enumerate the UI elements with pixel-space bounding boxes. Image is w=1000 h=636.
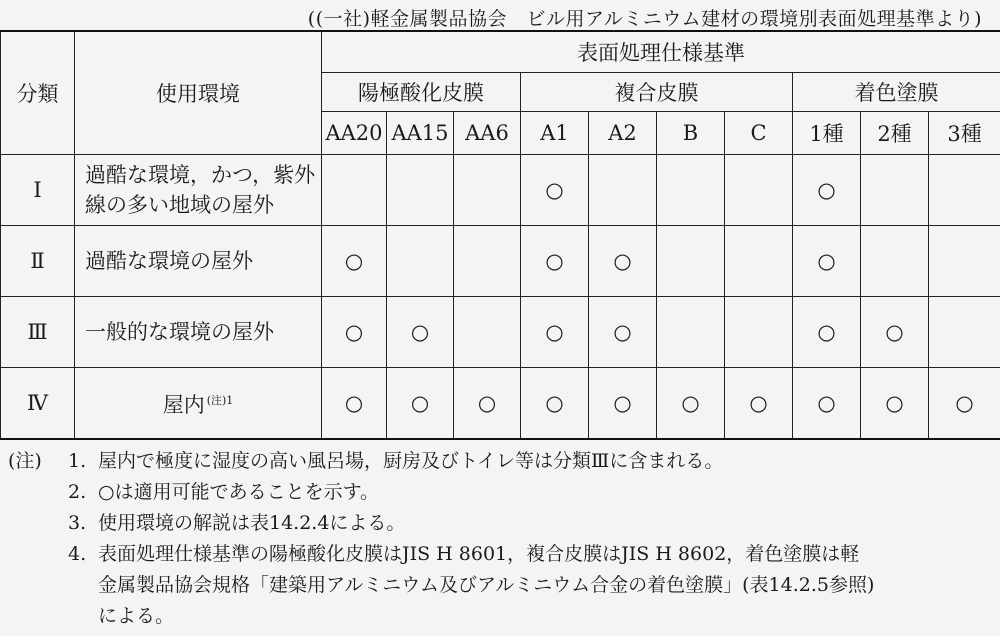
mark-cell: [589, 155, 657, 226]
row-category: Ⅰ: [1, 155, 75, 226]
mark-cell: [725, 155, 793, 226]
note-item: [8, 539, 993, 570]
note-number: 3.: [68, 512, 87, 534]
table-row: [1, 155, 1000, 226]
row-environment: [75, 368, 322, 440]
note-continuation: 金属製品協会規格「建築用アルミニウム及びアルミニウム合金の着色塗膜」(表14.2.5参照): [98, 574, 875, 596]
header-row-1: [1, 31, 1000, 73]
mark-cell: ○: [861, 368, 929, 440]
mark-cell: [387, 155, 454, 226]
subcol-header: B: [657, 112, 725, 155]
subcol-header: 3種: [929, 112, 1000, 155]
mark-cell: ○: [387, 297, 454, 368]
mark-cell: [454, 226, 521, 297]
mark-cell: [657, 155, 725, 226]
note-item: [8, 477, 993, 508]
note-number: 4.: [68, 543, 87, 565]
mark-cell: ○: [657, 368, 725, 440]
header-group-composite: 複合皮膜: [521, 73, 793, 112]
mark-cell: ○: [793, 368, 861, 440]
mark-cell: ○: [929, 368, 1000, 440]
mark-cell: ○: [387, 368, 454, 440]
row-environment: 過酷な環境，かつ，紫外線の多い地域の屋外: [75, 155, 322, 226]
subcol-header: AA20: [322, 112, 387, 155]
mark-cell: ○: [589, 368, 657, 440]
mark-cell: ○: [589, 226, 657, 297]
mark-cell: ○: [589, 297, 657, 368]
note-number: 1.: [68, 450, 87, 472]
mark-cell: ○: [521, 226, 589, 297]
row-environment: 一般的な環境の屋外: [75, 297, 322, 368]
mark-cell: ○: [861, 297, 929, 368]
notes-label: (注): [8, 450, 42, 472]
subcol-header: A1: [521, 112, 589, 155]
subcol-header: AA15: [387, 112, 454, 155]
mark-cell: [861, 226, 929, 297]
mark-cell: [861, 155, 929, 226]
mark-cell: ○: [793, 155, 861, 226]
mark-cell: [929, 155, 1000, 226]
mark-cell: [929, 226, 1000, 297]
subcol-header: C: [725, 112, 793, 155]
header-spec-group: 表面処理仕様基準: [322, 31, 1000, 73]
mark-cell: [322, 155, 387, 226]
subcol-header: 2種: [861, 112, 929, 155]
row-environment-text: 屋内: [162, 393, 205, 417]
row-environment: 過酷な環境の屋外: [75, 226, 322, 297]
row-category: Ⅲ: [1, 297, 75, 368]
mark-cell: ○: [322, 297, 387, 368]
mark-cell: [725, 226, 793, 297]
subcol-header: A2: [589, 112, 657, 155]
mark-cell: ○: [793, 226, 861, 297]
mark-cell: [929, 297, 1000, 368]
table-row: [1, 297, 1000, 368]
note-continuation: による。: [98, 605, 175, 627]
header-environment: 使用環境: [75, 31, 322, 155]
mark-cell: [725, 297, 793, 368]
note-text: 屋内で極度に湿度の高い風呂場，厨房及びトイレ等は分類Ⅲに含まれる。: [98, 450, 724, 472]
mark-cell: ○: [454, 368, 521, 440]
mark-cell: ○: [725, 368, 793, 440]
note-text: ○は適用可能であることを示す。: [98, 481, 380, 503]
mark-cell: [387, 226, 454, 297]
mark-cell: ○: [521, 297, 589, 368]
mark-cell: ○: [322, 368, 387, 440]
note-item: [8, 508, 993, 539]
note-item: [8, 446, 993, 477]
footnote-ref: (注)1: [206, 394, 234, 407]
row-category: Ⅳ: [1, 368, 75, 440]
note-text: 表面処理仕様基準の陽極酸化皮膜はJIS H 8601，複合皮膜はJIS H 8602，着色塗膜は軽: [98, 543, 860, 565]
mark-cell: ○: [521, 155, 589, 226]
mark-cell: ○: [322, 226, 387, 297]
table-row: [1, 226, 1000, 297]
surface-treatment-table: [0, 30, 1000, 440]
header-group-anodic: 陽極酸化皮膜: [322, 73, 521, 112]
header-group-coating: 着色塗膜: [793, 73, 1000, 112]
subcol-header: 1種: [793, 112, 861, 155]
mark-cell: ○: [521, 368, 589, 440]
table-row: [1, 368, 1000, 440]
mark-cell: [657, 297, 725, 368]
header-category: 分類: [1, 31, 75, 155]
note-text: 使用環境の解説は表14.2.4による。: [98, 512, 406, 534]
note-number: 2.: [68, 481, 87, 503]
source-citation: ((一社)軽金属製品協会 ビル用アルミニウム建材の環境別表面処理基準より): [307, 8, 982, 30]
mark-cell: ○: [793, 297, 861, 368]
row-category: Ⅱ: [1, 226, 75, 297]
mark-cell: [657, 226, 725, 297]
mark-cell: [454, 297, 521, 368]
subcol-header: AA6: [454, 112, 521, 155]
notes-section: [8, 446, 993, 632]
mark-cell: [454, 155, 521, 226]
